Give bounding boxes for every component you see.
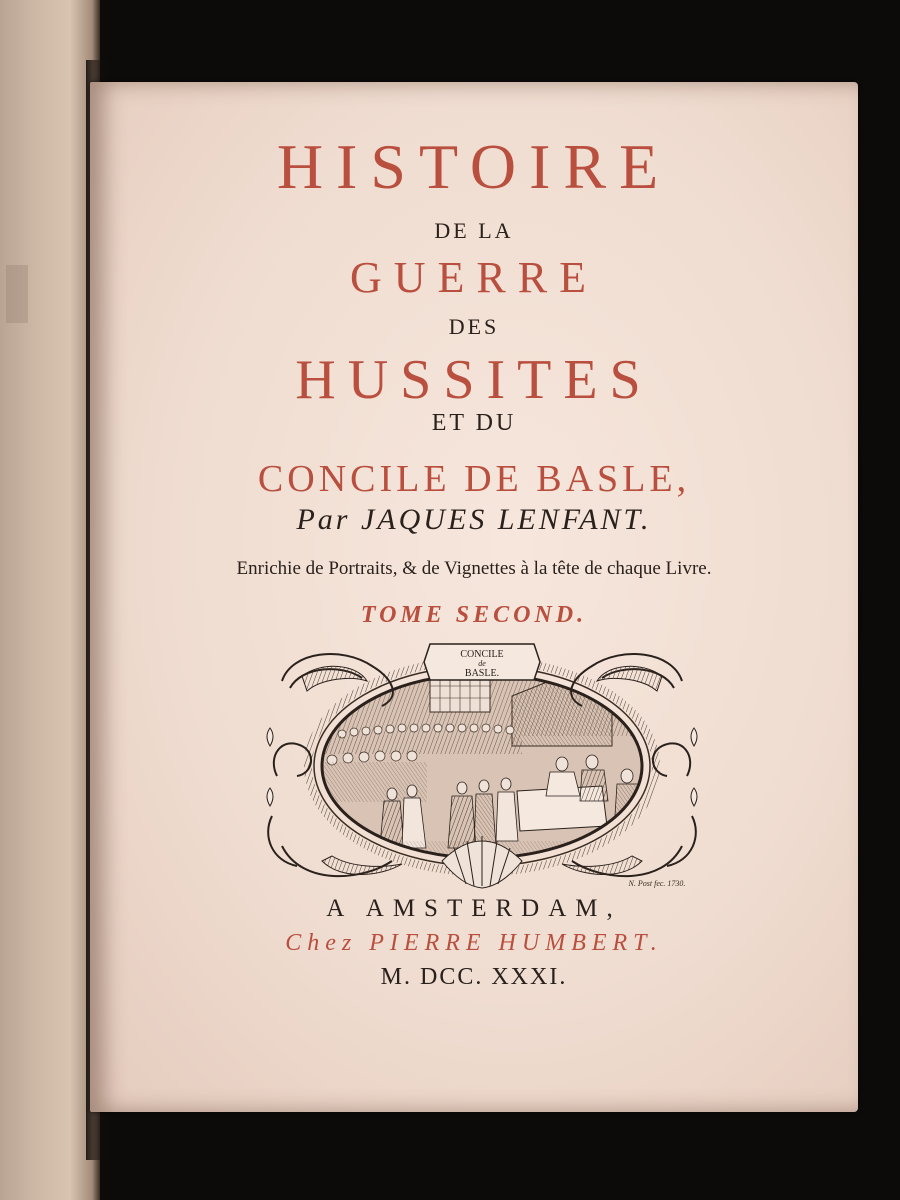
title-de-la: DE LA [434, 218, 514, 243]
title-guerre: GUERRE [350, 253, 598, 302]
vignette-engraving [262, 636, 702, 894]
cartouche-line-2: de [478, 659, 486, 668]
imprint-place: A AMSTERDAM, [326, 895, 622, 922]
imprint-publisher: Chez PIERRE HUMBERT. [285, 930, 663, 956]
title-hussites: HUSSITES [295, 349, 653, 411]
show-through-letter [6, 265, 28, 323]
title-et-du: ET DU [431, 410, 517, 436]
volume-line: TOME SECOND. [360, 602, 588, 628]
title-histoire: HISTOIRE [276, 131, 672, 202]
title-concile-de-basle: CONCILE DE BASLE, [257, 458, 691, 500]
cartouche-line-3: BASLE. [464, 668, 500, 679]
imprint-date: M. DCC. XXXI. [380, 964, 568, 990]
subtitle-line: Enrichie de Portraits, & de Vignettes à la tête de chaque Livre. [236, 558, 712, 579]
facing-page [0, 0, 100, 1200]
cartouche-line-1: CONCILE [460, 649, 504, 660]
engraved-vignette [262, 636, 702, 894]
engraver-signature: N. Post fec. 1730. [628, 879, 686, 888]
author-line: Par JAQUES LENFANT. [296, 503, 652, 536]
title-des: DES [448, 314, 500, 339]
